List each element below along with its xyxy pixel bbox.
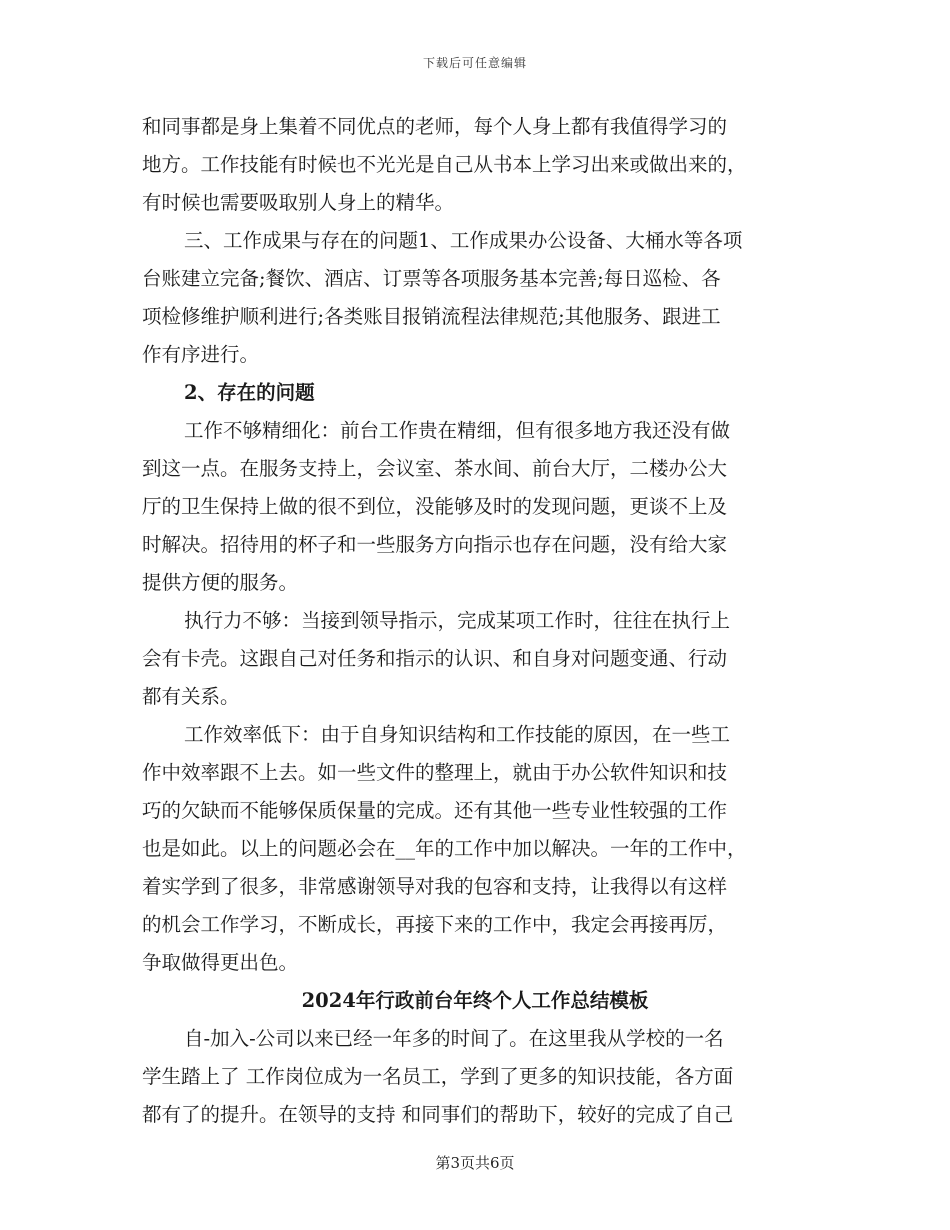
body-line: 项检修维护顺利进行;各类账目报销流程法律规范;其他服务、跟进工 xyxy=(142,305,721,328)
body-line: 着实学到了很多，非常感谢领导对我的包容和支持，让我得以有这样 xyxy=(142,875,728,898)
body-line: 和同事都是身上集着不同优点的老师，每个人身上都有我值得学习的 xyxy=(142,115,728,138)
body-line: 提供方便的服务。 xyxy=(142,571,299,594)
body-line: 台账建立完备;餐饮、酒店、订票等各项服务基本完善;每日巡检、各 xyxy=(142,267,721,290)
section-heading: 2、存在的问题 xyxy=(184,381,315,404)
document-body xyxy=(142,108,808,1134)
body-line: 学生踏上了 工作岗位成为一名员工，学到了更多的知识技能，各方面 xyxy=(142,1065,734,1088)
body-line: 也是如此。以上的问题必会在__年的工作中加以解决。一年的工作中， xyxy=(142,837,747,860)
body-line: 争取做得更出色。 xyxy=(142,951,299,974)
body-line: 作有序进行。 xyxy=(142,343,260,366)
body-line: 执行力不够：当接到领导指示，完成某项工作时，往往在执行上 xyxy=(184,609,731,632)
body-line: 到这一点。在服务支持上，会议室、茶水间、前台大厅，二楼办公大 xyxy=(142,457,728,480)
body-line: 都有关系。 xyxy=(142,685,240,708)
body-line: 自-加入-公司以来已经一年多的时间了。在这里我从学校的一名 xyxy=(184,1027,724,1050)
body-line: 有时候也需要吸取别人身上的精华。 xyxy=(142,191,455,214)
body-line: 工作不够精细化：前台工作贵在精细，但有很多地方我还没有做 xyxy=(184,419,731,442)
body-line: 地方。工作技能有时候也不光光是自己从书本上学习出来或做出来的， xyxy=(142,153,747,176)
document-title: 2024年行政前台年终个人工作总结模板 xyxy=(301,989,649,1012)
body-line: 工作效率低下：由于自身知识结构和工作技能的原因，在一些工 xyxy=(184,723,731,746)
body-line: 巧的欠缺而不能够保质保量的完成。还有其他一些专业性较强的工作 xyxy=(142,799,728,822)
body-line: 会有卡壳。这跟自己对任务和指示的认识、和自身对问题变通、行动 xyxy=(142,647,728,670)
body-line: 时解决。招待用的杯子和一些服务方向指示也存在问题，没有给大家 xyxy=(142,533,728,556)
page-indicator: 第3页共6页 xyxy=(435,1154,515,1172)
body-line: 厅的卫生保持上做的很不到位，没能够及时的发现问题，更谈不上及 xyxy=(142,495,728,518)
body-line: 的机会工作学习，不断成长，再接下来的工作中，我定会再接再厉， xyxy=(142,913,728,936)
body-line: 作中效率跟不上去。如一些文件的整理上，就由于办公软件知识和技 xyxy=(142,761,728,784)
header-note: 下载后可任意编辑 xyxy=(422,56,527,70)
body-line: 三、工作成果与存在的问题1、工作成果办公设备、大桶水等各项 xyxy=(184,229,743,252)
body-line: 都有了的提升。在领导的支持 和同事们的帮助下，较好的完成了自己 xyxy=(142,1103,734,1126)
